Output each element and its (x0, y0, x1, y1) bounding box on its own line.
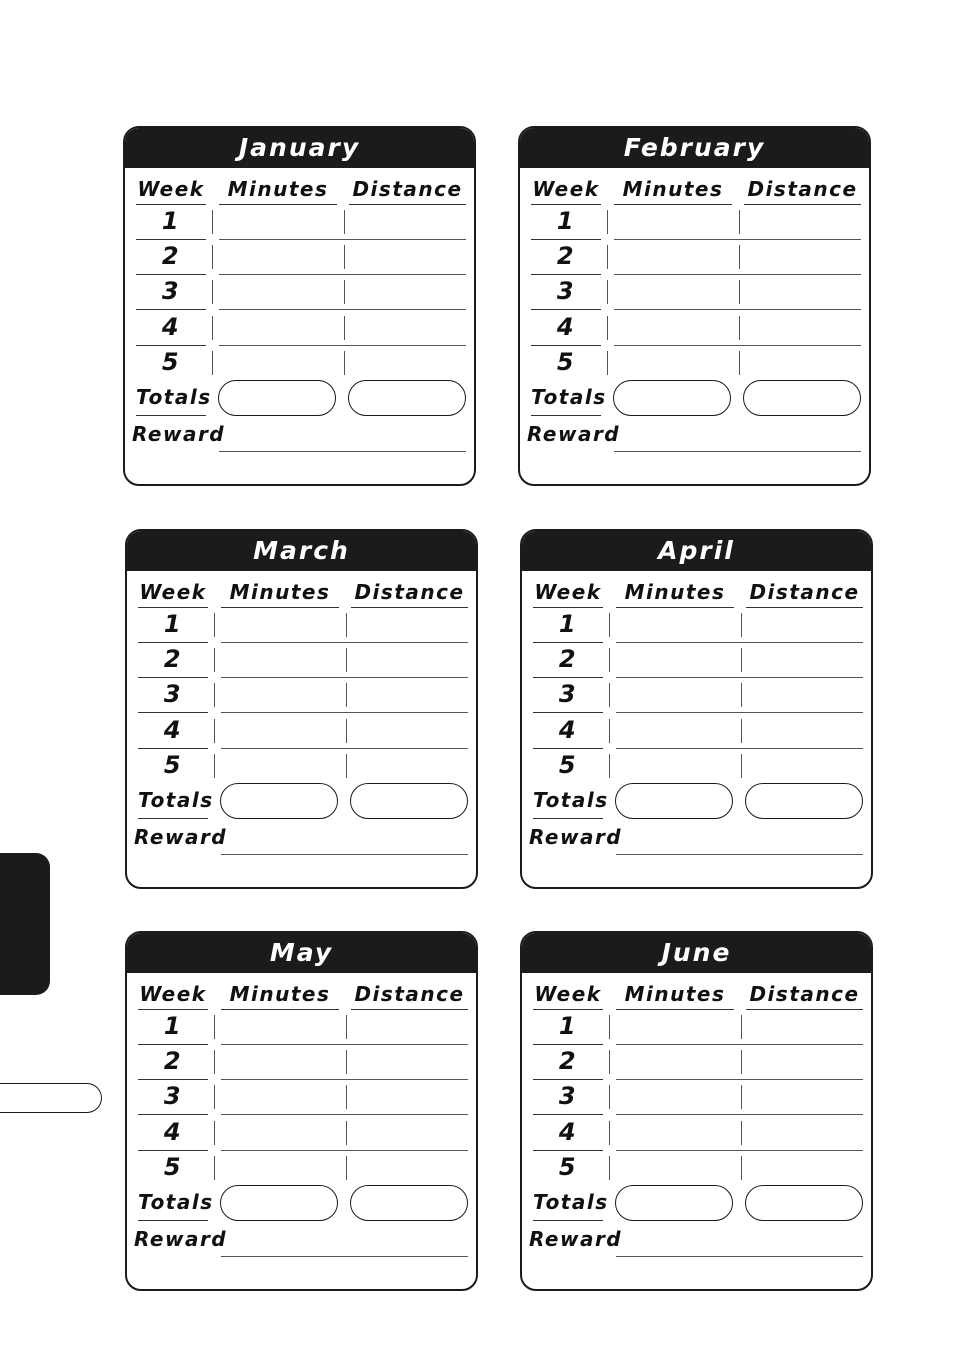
reward-field[interactable] (616, 854, 863, 855)
row-line (616, 712, 863, 713)
distance-cell[interactable] (741, 1085, 742, 1109)
distance-cell[interactable] (739, 351, 740, 375)
distance-cell[interactable] (346, 1156, 347, 1180)
week-number: 1 (138, 1009, 208, 1045)
week-number: 2 (533, 642, 603, 678)
reward-field[interactable] (221, 854, 468, 855)
distance-total-field[interactable] (350, 1185, 468, 1221)
month-title: May (127, 933, 476, 973)
minutes-total-field[interactable] (613, 380, 731, 416)
row-line (221, 1044, 468, 1045)
totals-label: Totals (138, 783, 208, 819)
distance-cell[interactable] (741, 648, 742, 672)
minutes-cell[interactable] (212, 210, 213, 234)
reward-field[interactable] (616, 1256, 863, 1257)
week-number: 4 (533, 1115, 603, 1151)
row-line (616, 1114, 863, 1115)
week-number: 2 (136, 239, 206, 275)
totals-label: Totals (138, 1185, 208, 1221)
totals-label: Totals (533, 783, 603, 819)
distance-cell[interactable] (741, 754, 742, 778)
minutes-cell[interactable] (214, 1085, 215, 1109)
reward-label: Reward (132, 422, 226, 446)
distance-cell[interactable] (346, 719, 347, 743)
month-title: June (522, 933, 871, 973)
week-number: 4 (531, 310, 601, 346)
month-card (125, 529, 478, 889)
distance-cell[interactable] (346, 754, 347, 778)
month-title: April (522, 531, 871, 571)
minutes-total-field[interactable] (220, 783, 338, 819)
distance-header: Distance (351, 979, 468, 1010)
minutes-header: Minutes (616, 577, 734, 608)
totals-label: Totals (531, 380, 601, 416)
month-card (520, 529, 873, 889)
distance-cell[interactable] (739, 280, 740, 304)
distance-cell[interactable] (344, 210, 345, 234)
minutes-cell[interactable] (214, 1015, 215, 1039)
week-header: Week (138, 979, 208, 1010)
minutes-cell[interactable] (214, 683, 215, 707)
row-line (616, 642, 863, 643)
month-card (520, 931, 873, 1291)
distance-cell[interactable] (741, 1050, 742, 1074)
month-card (123, 126, 476, 486)
minutes-cell[interactable] (609, 754, 610, 778)
minutes-cell[interactable] (609, 1121, 610, 1145)
month-title: February (520, 128, 869, 168)
minutes-cell[interactable] (609, 1015, 610, 1039)
distance-header: Distance (746, 577, 863, 608)
week-number: 1 (531, 204, 601, 240)
distance-cell[interactable] (739, 316, 740, 340)
distance-cell[interactable] (344, 316, 345, 340)
row-line (616, 748, 863, 749)
distance-cell[interactable] (741, 1156, 742, 1180)
row-line (616, 1150, 863, 1151)
row-line (221, 642, 468, 643)
row-line (614, 309, 861, 310)
minutes-header: Minutes (219, 174, 337, 205)
row-line (221, 677, 468, 678)
month-title: March (127, 531, 476, 571)
minutes-cell[interactable] (609, 1085, 610, 1109)
minutes-cell[interactable] (607, 210, 608, 234)
distance-cell[interactable] (739, 210, 740, 234)
row-line (221, 1079, 468, 1080)
distance-total-field[interactable] (745, 1185, 863, 1221)
distance-cell[interactable] (741, 613, 742, 637)
minutes-cell[interactable] (214, 613, 215, 637)
minutes-header: Minutes (614, 174, 732, 205)
reward-label: Reward (527, 422, 621, 446)
week-number: 3 (533, 677, 603, 713)
minutes-total-field[interactable] (615, 1185, 733, 1221)
week-number: 1 (533, 607, 603, 643)
distance-cell[interactable] (344, 245, 345, 269)
week-number: 3 (136, 274, 206, 310)
distance-cell[interactable] (346, 613, 347, 637)
row-line (219, 309, 466, 310)
minutes-total-field[interactable] (220, 1185, 338, 1221)
row-line (614, 239, 861, 240)
reward-label: Reward (529, 1227, 623, 1251)
distance-cell[interactable] (346, 1121, 347, 1145)
minutes-cell[interactable] (214, 648, 215, 672)
distance-cell[interactable] (741, 719, 742, 743)
reward-label: Reward (134, 1227, 228, 1251)
week-header: Week (533, 577, 603, 608)
row-line (221, 748, 468, 749)
minutes-cell[interactable] (212, 316, 213, 340)
distance-cell[interactable] (741, 1015, 742, 1039)
minutes-cell[interactable] (212, 245, 213, 269)
week-number: 5 (163, 750, 183, 779)
row-line (221, 1114, 468, 1115)
minutes-header: Minutes (616, 979, 734, 1010)
month-card (125, 931, 478, 1291)
minutes-total-field[interactable] (218, 380, 336, 416)
week-number: 4 (138, 1115, 208, 1151)
row-line (221, 1150, 468, 1151)
week-number: 1 (136, 204, 206, 240)
week-number: 3 (533, 1079, 603, 1115)
row-line (219, 345, 466, 346)
week-header: Week (138, 577, 208, 608)
distance-cell[interactable] (346, 1085, 347, 1109)
row-line (616, 1044, 863, 1045)
week-number: 4 (533, 713, 603, 749)
week-number: 3 (138, 677, 208, 713)
row-line (221, 712, 468, 713)
distance-header: Distance (744, 174, 861, 205)
minutes-cell[interactable] (214, 719, 215, 743)
minutes-cell[interactable] (214, 1050, 215, 1074)
distance-total-field[interactable] (348, 380, 466, 416)
distance-cell[interactable] (741, 683, 742, 707)
week-header: Week (136, 174, 206, 205)
minutes-cell[interactable] (212, 280, 213, 304)
distance-cell[interactable] (741, 1121, 742, 1145)
week-number: 3 (531, 274, 601, 310)
week-number: 2 (138, 642, 208, 678)
minutes-cell[interactable] (609, 1050, 610, 1074)
distance-total-field[interactable] (743, 380, 861, 416)
minutes-cell[interactable] (607, 280, 608, 304)
minutes-cell[interactable] (212, 351, 213, 375)
minutes-cell[interactable] (609, 613, 610, 637)
week-number: 2 (533, 1044, 603, 1080)
reward-label: Reward (529, 825, 623, 849)
distance-cell[interactable] (344, 280, 345, 304)
minutes-header: Minutes (221, 979, 339, 1010)
week-number: 5 (558, 1152, 578, 1181)
row-line (219, 239, 466, 240)
side-tab (0, 853, 50, 995)
side-pill (0, 1083, 102, 1113)
week-number: 5 (558, 750, 578, 779)
row-line (616, 677, 863, 678)
minutes-cell[interactable] (607, 316, 608, 340)
totals-label: Totals (136, 380, 206, 416)
minutes-cell[interactable] (214, 1156, 215, 1180)
week-number: 3 (138, 1079, 208, 1115)
minutes-total-field[interactable] (615, 783, 733, 819)
distance-cell[interactable] (346, 648, 347, 672)
reward-field[interactable] (614, 451, 861, 452)
reward-field[interactable] (221, 1256, 468, 1257)
minutes-cell[interactable] (609, 1156, 610, 1180)
reward-label: Reward (134, 825, 228, 849)
reward-field[interactable] (219, 451, 466, 452)
minutes-cell[interactable] (607, 351, 608, 375)
minutes-cell[interactable] (214, 1121, 215, 1145)
distance-header: Distance (349, 174, 466, 205)
distance-cell[interactable] (344, 351, 345, 375)
distance-total-field[interactable] (745, 783, 863, 819)
minutes-cell[interactable] (609, 648, 610, 672)
row-line (219, 274, 466, 275)
distance-cell[interactable] (346, 1050, 347, 1074)
distance-cell[interactable] (739, 245, 740, 269)
minutes-cell[interactable] (607, 245, 608, 269)
month-title: January (125, 128, 474, 168)
week-header: Week (531, 174, 601, 205)
minutes-cell[interactable] (214, 754, 215, 778)
week-number: 5 (163, 1152, 183, 1181)
row-line (614, 274, 861, 275)
week-number: 1 (533, 1009, 603, 1045)
distance-cell[interactable] (346, 1015, 347, 1039)
week-number: 5 (556, 347, 576, 376)
week-number: 4 (136, 310, 206, 346)
row-line (616, 1079, 863, 1080)
distance-header: Distance (746, 979, 863, 1010)
week-number: 5 (161, 347, 181, 376)
distance-cell[interactable] (346, 683, 347, 707)
week-number: 2 (138, 1044, 208, 1080)
row-line (614, 345, 861, 346)
distance-header: Distance (351, 577, 468, 608)
week-number: 1 (138, 607, 208, 643)
week-number: 4 (138, 713, 208, 749)
month-card (518, 126, 871, 486)
minutes-header: Minutes (221, 577, 339, 608)
minutes-cell[interactable] (609, 719, 610, 743)
minutes-cell[interactable] (609, 683, 610, 707)
week-number: 2 (531, 239, 601, 275)
totals-label: Totals (533, 1185, 603, 1221)
week-header: Week (533, 979, 603, 1010)
distance-total-field[interactable] (350, 783, 468, 819)
